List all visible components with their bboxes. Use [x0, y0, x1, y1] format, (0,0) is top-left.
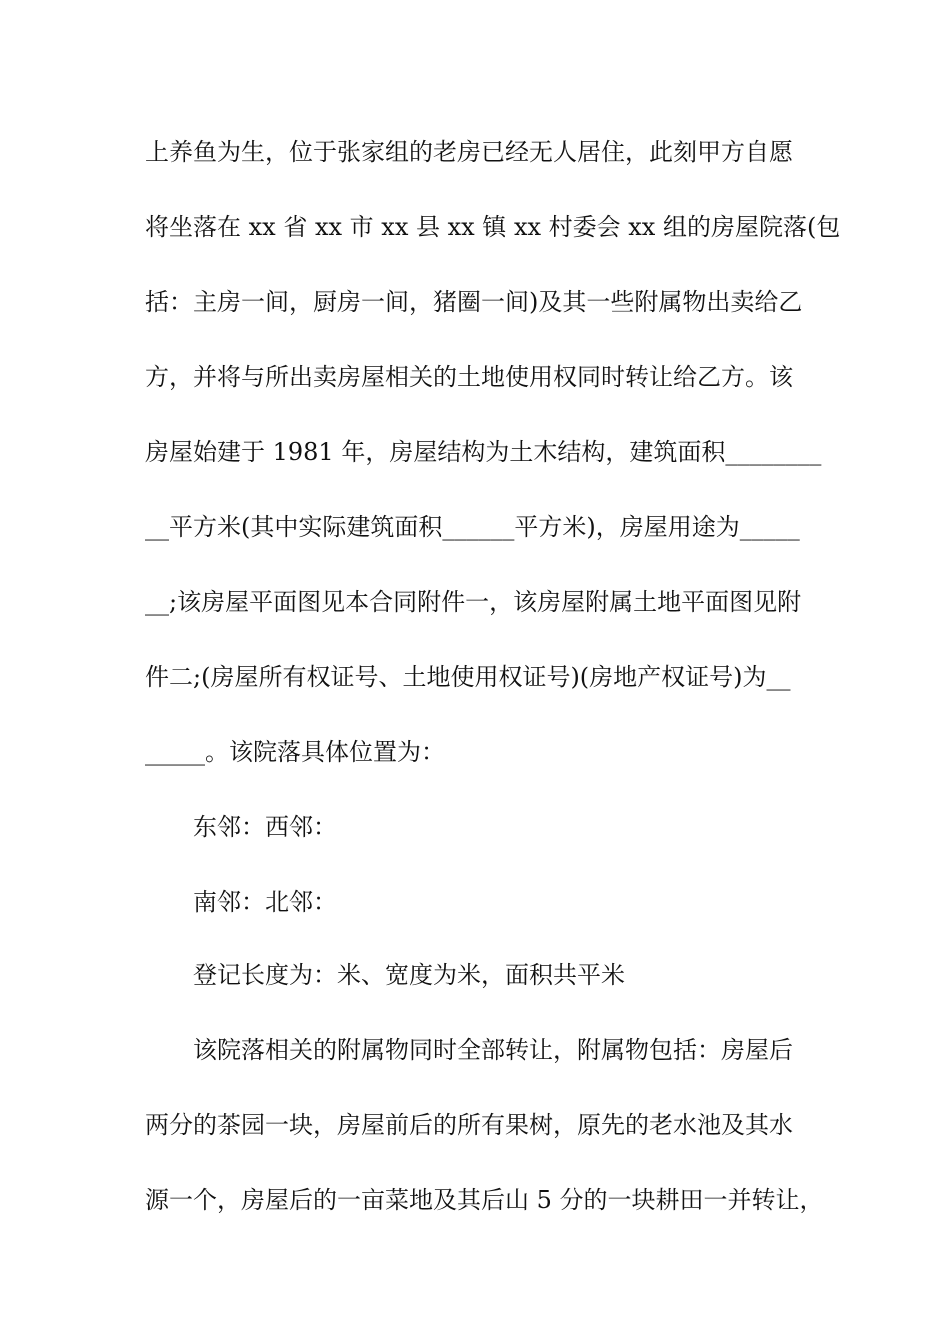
- text-line: __;该房屋平面图见本合同附件一，该房屋附属土地平面图见附: [145, 588, 802, 616]
- text-line-south-north-neighbors: 南邻：北邻：: [193, 888, 337, 916]
- text-line: 上养鱼为生，位于张家组的老房已经无人居住，此刻甲方自愿: [145, 138, 793, 166]
- text-line: 将坐落在 xx 省 xx 市 xx 县 xx 镇 xx 村委会 xx 组的房屋院落(包: [145, 213, 841, 241]
- text-line-paragraph-start: 该院落相关的附属物同时全部转让，附属物包括：房屋后: [193, 1036, 793, 1064]
- text-line: 方，并将与所出卖房屋相关的土地使用权同时转让给乙方。该: [145, 363, 793, 391]
- text-line: __平方米(其中实际建筑面积______平方米)，房屋用途为_____: [145, 513, 800, 541]
- text-line: 两分的茶园一块，房屋前后的所有果树，原先的老水池及其水: [145, 1111, 793, 1139]
- text-line: _____。该院落具体位置为：: [145, 738, 445, 766]
- text-line-east-west-neighbors: 东邻：西邻：: [193, 813, 337, 841]
- text-line: 括：主房一间，厨房一间，猪圈一间)及其一些附属物出卖给乙: [145, 288, 803, 316]
- text-line: 源一个，房屋后的一亩菜地及其后山 5 分的一块耕田一并转让，: [145, 1186, 824, 1214]
- text-line: 房屋始建于 1981 年，房屋结构为土木结构，建筑面积________: [145, 438, 822, 466]
- text-line: 件二;(房屋所有权证号、土地使用权证号)(房地产权证号)为__: [145, 663, 791, 691]
- text-line-dimensions: 登记长度为：米、宽度为米，面积共平米: [193, 961, 625, 989]
